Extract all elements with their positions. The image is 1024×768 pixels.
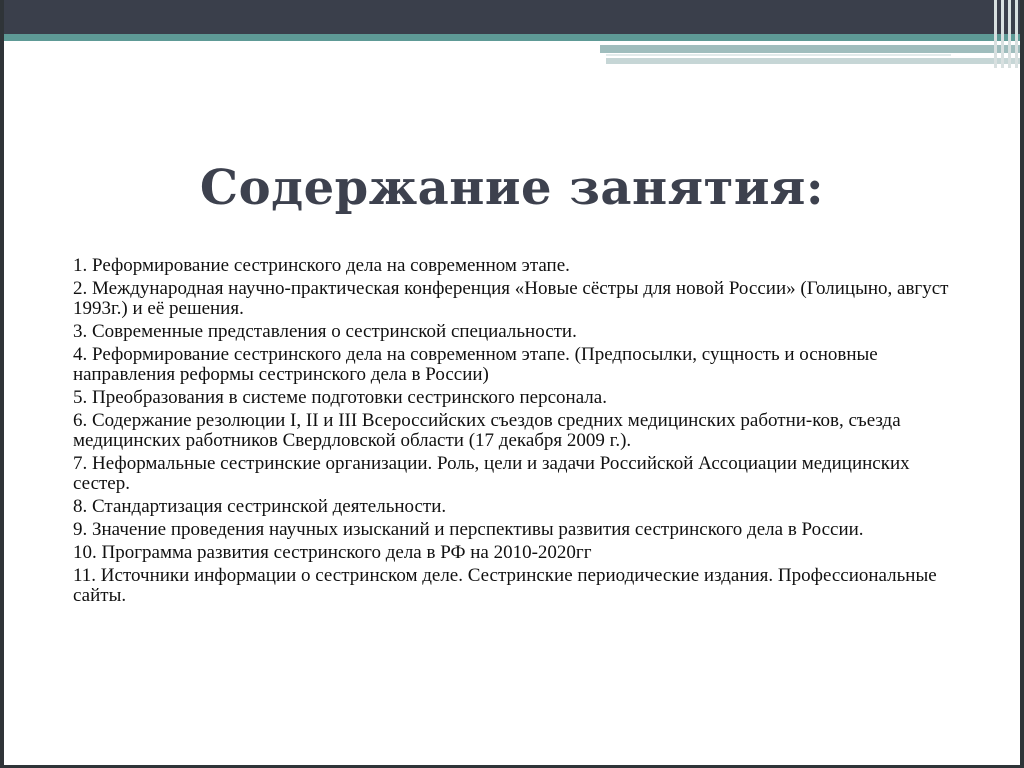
corner-stripe [1015,0,1018,68]
list-item: 5. Преобразования в системе подготовки сестринского персонала. [73,387,607,408]
frame-left [0,0,4,768]
corner-stripe [1001,0,1004,68]
header-accent-bar [600,45,1024,53]
content-list [73,256,963,609]
list-item: 6. Содержание резолюции I, II и III Всероссийских съездов средних медицинских работни-ков, съезда медицинских работников Свердловской области (17 декабря 2009 г.). [73,410,901,451]
slide-title: Содержание занятия: [199,160,825,216]
header-dark-bar [0,0,1024,34]
list-item: 10. Программа развития сестринского дела в РФ на 2010-2020гг [73,542,592,563]
list-item: 9. Значение проведения научных изысканий и перспективы развития сестринского дела в России. [73,519,864,540]
corner-stripe [1008,0,1011,68]
list-item: 2. Международная научно-практическая конференция «Новые сёстры для новой России» (Голицыно, август 1993г.) и её решения. [73,278,949,319]
list-item: 8. Стандартизация сестринской деятельности. [73,496,447,517]
list-item: 4. Реформирование сестринского дела на современном этапе. (Предпосылки, сущность и основные направления реформы сестринского дела в России) [73,344,878,385]
header-teal-bar [0,34,1024,41]
header-light-bar [606,58,1024,64]
list-item: 3. Современные представления о сестринской специальности. [73,321,577,342]
list-item: 1. Реформирование сестринского дела на современном этапе. [73,255,570,276]
list-item: 11. Источники информации о сестринском деле. Сестринские периодические издания. Профессиональные сайты. [73,565,937,606]
list-item: 7. Неформальные сестринские организации. Роль, цели и задачи Российской Ассоциации медицинских сестер. [73,453,910,494]
header-thin-line [606,54,951,56]
frame-right [1020,0,1024,768]
corner-stripe [994,0,997,68]
